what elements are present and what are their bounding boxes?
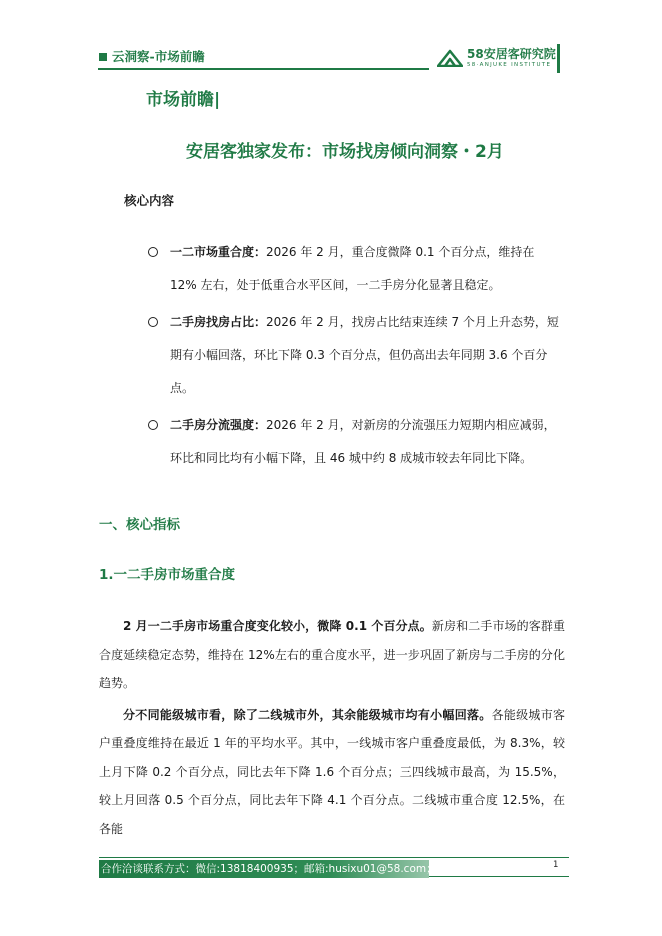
bullet-label: 二手房分流强度： [170, 418, 267, 432]
subsection-1-heading: 1.一二手房市场重合度 [99, 567, 236, 583]
paragraph-lead: 分不同能级城市看，除了二线城市外，其余能级城市均有小幅回落。 [123, 707, 492, 722]
paragraph [99, 612, 565, 698]
list-item [148, 306, 564, 405]
header-rule [98, 68, 429, 70]
bullet-text: 2026 年 2 月，找房占比结束连续 7 个月上升态势，短期有小幅回落，环比下降 0.3 个百分点，但仍高出去年同期 3.6 个百分点。 [170, 315, 559, 395]
hollow-circle-bullet-icon [148, 247, 158, 257]
bullet-label: 一二市场重合度： [170, 245, 267, 259]
core-content-label: 核心内容 [124, 193, 175, 208]
bullet-text: 2026 年 2 月，对新房的分流强压力短期内相应减弱，环比和同比均有小幅下降，且 46 城中约 8 成城市较去年同比下降。 [170, 418, 556, 465]
footer-top-rule [99, 857, 569, 858]
section-1-heading: 一、核心指标 [99, 517, 180, 533]
paragraph-lead: 2 月一二手房市场重合度变化较小，微降 0.1 个百分点。 [123, 619, 432, 633]
hollow-circle-bullet-icon [148, 420, 158, 430]
logo-name: 58安居客研究院 [467, 47, 556, 61]
header-square-icon [99, 53, 107, 61]
brand-logo [437, 47, 556, 71]
document-title: 安居客独家发布：市场找房倾向洞察・2月 [186, 142, 504, 162]
bullet-text: 2026 年 2 月，重合度微降 0.1 个百分点，维持在 12% 左右，处于低重合水平区间，一二手房分化显著且稳定。 [170, 245, 535, 292]
footer-contact: 合作洽谈联系方式：微信:13818400935；邮箱:husixu01@58.com； [101, 863, 437, 875]
hollow-circle-bullet-icon [148, 317, 158, 327]
footer-rule [429, 876, 569, 877]
bullet-label: 二手房找房占比： [170, 315, 267, 329]
section-heading: 市场前瞻| [146, 90, 221, 110]
page-number: 1 [553, 860, 559, 870]
header-vertical-bar [557, 44, 560, 73]
paragraph-text: 各能级城市客户重叠度维持在最近 1 年的平均水平。其中，一线城市客户重叠度最低，为 8.3%，较上月下降 0.2 个百分点，同比去年下降 1.6 个百分点；三四线城市最高，为 15.5%，较上月回落 0.5 个百分点，同比去年下降 4.1 个百分点。二线城市重合度 12.5%，在各能 [99, 707, 565, 836]
paragraph [99, 701, 565, 844]
house-logo-icon [437, 49, 463, 67]
list-item [148, 409, 564, 475]
core-content-list [148, 236, 564, 479]
logo-subtitle: 58·ANJUKE INSTITUTE [467, 62, 552, 68]
paragraph-text: 新房和二手市场的客群重合度延续稳定态势，维持在 12%左右的重合度水平，进一步巩固了新房与二手房的分化趋势。 [99, 619, 565, 690]
list-item [148, 236, 564, 302]
body-text [99, 612, 565, 846]
header-breadcrumb: 云洞察-市场前瞻 [112, 49, 205, 64]
